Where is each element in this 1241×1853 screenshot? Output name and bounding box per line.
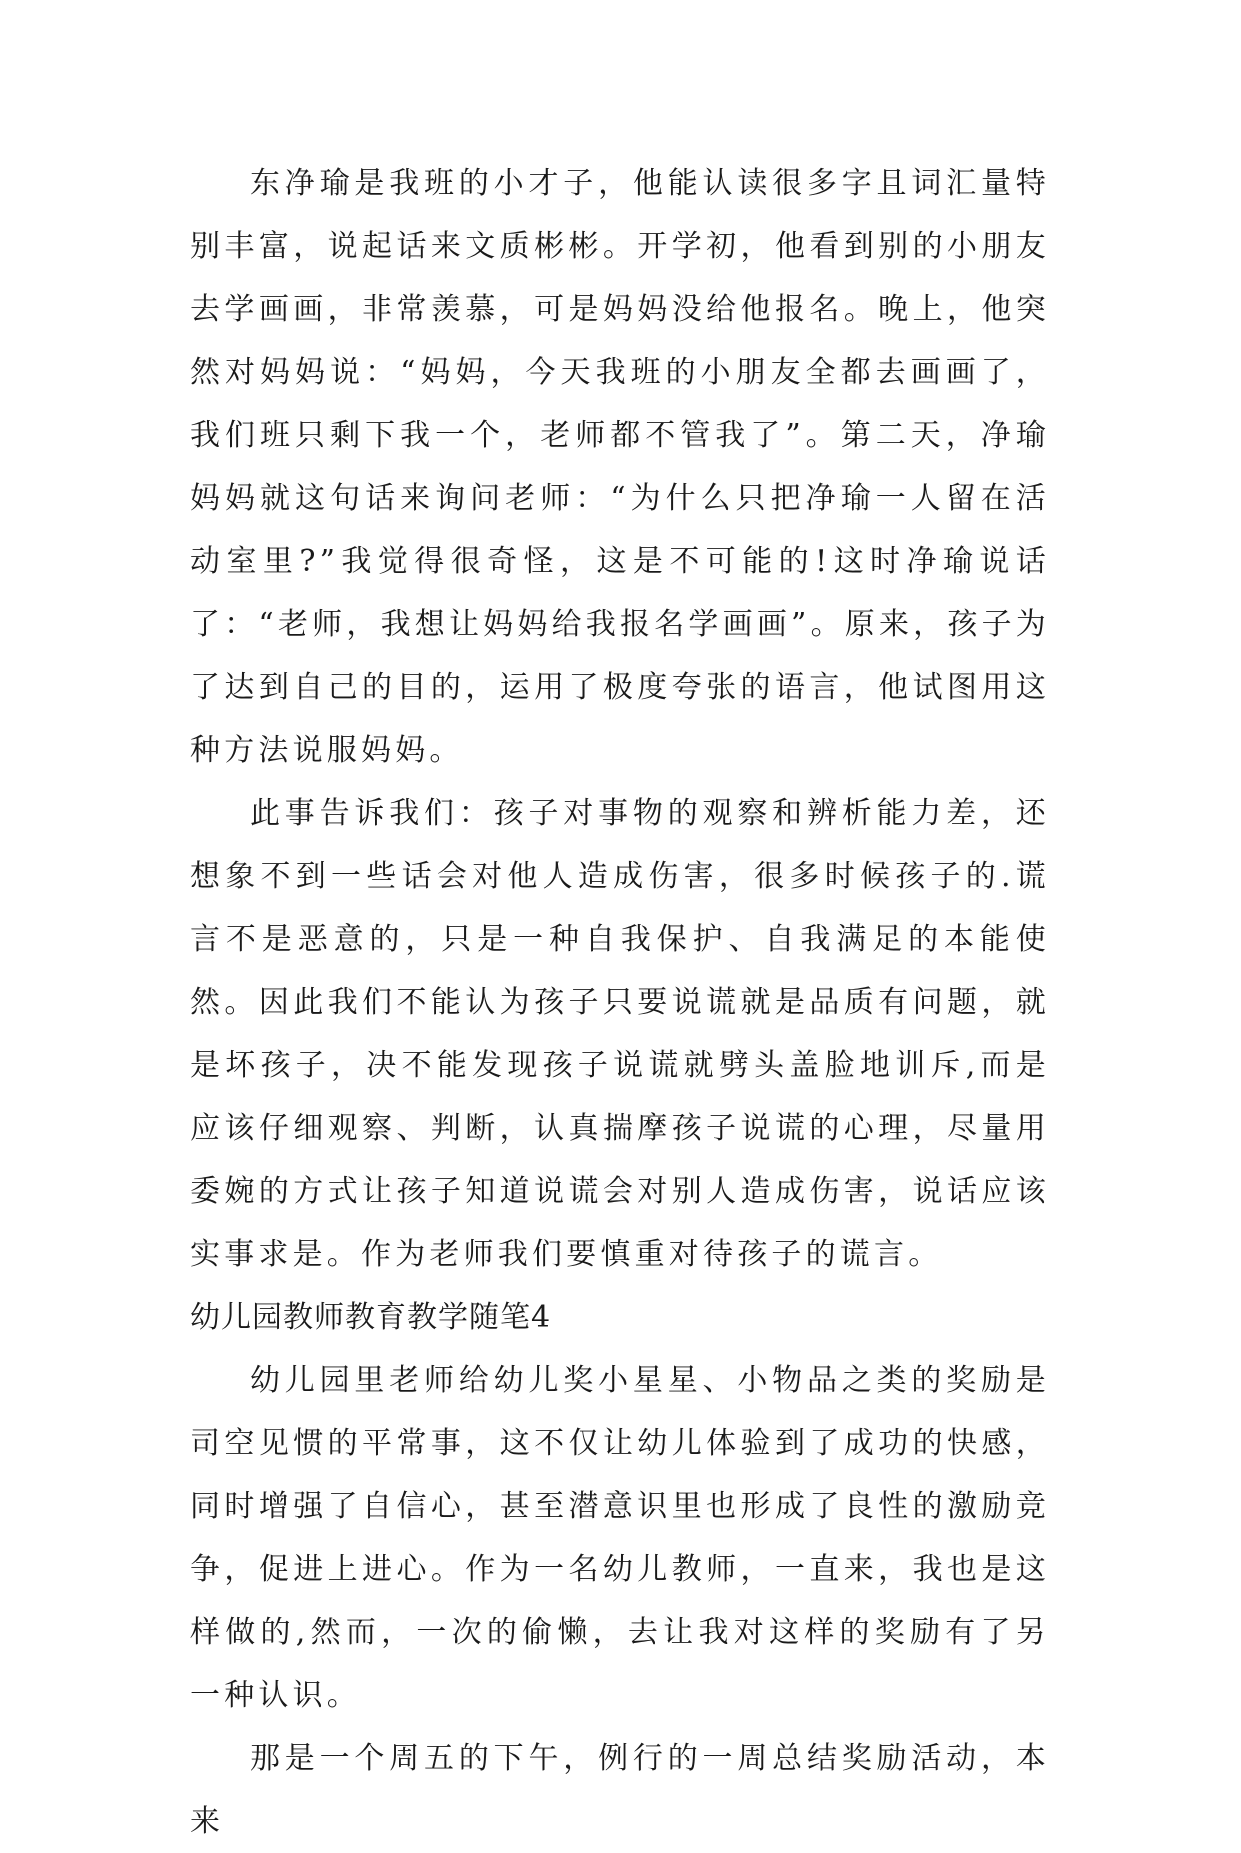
document-body xyxy=(190,152,1050,1853)
paragraph-lesson: 此事告诉我们：孩子对事物的观察和辨析能力差，还想象不到一些话会对他人造成伤害，很多时候孩子的.谎言不是恶意的，只是一种自我保护、自我满足的本能使然。因此我们不能认为孩子只要说谎就是品质有问题，就是坏孩子，决不能发现孩子说谎就劈头盖脸地训斥,而是应该仔细观察、判断，认真揣摩孩子说谎的心理，尽量用委婉的方式让孩子知道说谎会对别人造成伤害，说话应该实事求是。作为老师我们要慎重对待孩子的谎言。 xyxy=(190,796,1050,1272)
paragraph-rewards: 幼儿园里老师给幼儿奖小星星、小物品之类的奖励是司空见惯的平常事，这不仅让幼儿体验到了成功的快感，同时增强了自信心，甚至潜意识里也形成了良性的激励竞争，促进上进心。作为一名幼儿教师，一直来，我也是这样做的,然而，一次的偷懒，去让我对这样的奖励有了另一种认识。 xyxy=(190,1363,1050,1713)
paragraph-friday: 那是一个周五的下午，例行的一周总结奖励活动，本来 xyxy=(190,1741,1050,1839)
paragraph-story: 东净瑜是我班的小才子，他能认读很多字且词汇量特别丰富，说起话来文质彬彬。开学初，他看到别的小朋友去学画画，非常羡慕，可是妈妈没给他报名。晚上，他突然对妈妈说：“妈妈，今天我班的小朋友全都去画画了，我们班只剩下我一个，老师都不管我了”。第二天，净瑜妈妈就这句话来询问老师：“为什么只把净瑜一人留在活动室里?”我觉得很奇怪，这是不可能的!这时净瑜说话了：“老师，我想让妈妈给我报名学画画”。原来，孩子为了达到自己的目的，运用了极度夸张的语言，他试图用这种方法说服妈妈。 xyxy=(190,166,1050,768)
section-heading: 幼儿园教师教育教学随笔4 xyxy=(190,1300,552,1335)
